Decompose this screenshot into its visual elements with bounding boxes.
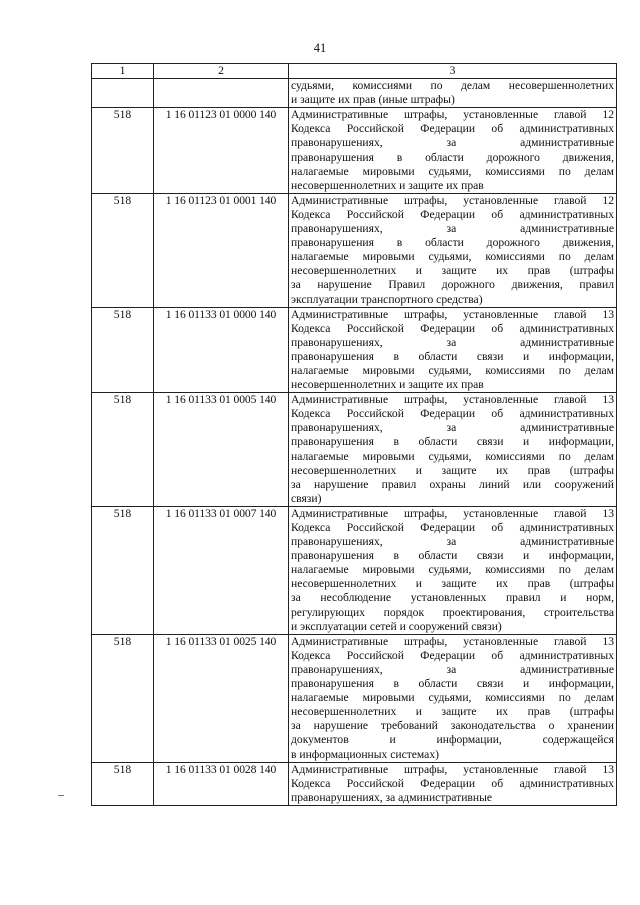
table-row	[92, 762, 617, 805]
description-line: правонарушениях, за административные	[291, 421, 614, 435]
table-row	[92, 506, 617, 634]
description-line: Кодекса Российской Федерации об административных	[291, 321, 614, 335]
admin-code-cell	[92, 79, 154, 108]
description-cell	[289, 193, 617, 307]
admin-code-cell: 518	[92, 193, 154, 307]
description-line: за нарушение правил охраны линий или сооружений	[291, 477, 614, 491]
admin-code-cell: 518	[92, 307, 154, 393]
description-line: Административные штрафы, установленные главой 13	[291, 393, 614, 407]
description-line: документов и информации, содержащейся	[291, 733, 614, 747]
description-cell	[289, 393, 617, 507]
description-line: Кодекса Российской Федерации об административных	[291, 122, 614, 136]
table-body	[92, 79, 617, 806]
table-header-row	[92, 64, 617, 79]
description-line: Административные штрафы, установленные главой 12	[291, 193, 614, 207]
description-cell	[289, 108, 617, 194]
description-line: Кодекса Российской Федерации об административных	[291, 521, 614, 534]
budget-codes-table	[91, 63, 617, 806]
description-line: правонарушения в области связи и информации,	[291, 349, 614, 363]
description-line: правонарушениях, за административные	[291, 535, 614, 549]
description-line: правонарушения в области связи и информации,	[291, 435, 614, 449]
description-cell	[289, 307, 617, 393]
description-line: правонарушениях, за административные	[291, 136, 614, 150]
budget-code-cell: 1 16 01133 01 0028 140	[154, 762, 289, 805]
column-header-1: 1	[92, 64, 154, 79]
page-number: 41	[313, 41, 327, 55]
budget-code-cell: 1 16 01123 01 0001 140	[154, 193, 289, 307]
description-line: налагаемые мировыми судьями, комиссиями по делам	[291, 449, 614, 463]
description-line: и эксплуатации сетей и сооружений связи)	[291, 619, 502, 633]
description-line: Кодекса Российской Федерации об административных	[291, 648, 614, 662]
budget-code-cell: 1 16 01133 01 0005 140	[154, 393, 289, 507]
description-line: за несоблюдение установленных правил и норм,	[291, 591, 614, 605]
admin-code-cell: 518	[92, 762, 154, 805]
description-line: несовершеннолетних и защите их прав	[291, 378, 484, 392]
table-row	[92, 307, 617, 393]
description-line: Кодекса Российской Федерации об административных	[291, 407, 614, 421]
description-line: несовершеннолетних и защите их прав	[291, 178, 484, 192]
description-line: правонарушениях, за административные	[291, 335, 614, 349]
description-line: Кодекса Российской Федерации об административных	[291, 207, 614, 221]
description-line: связи)	[291, 491, 322, 505]
description-line: правонарушения в области связи и информации,	[291, 549, 614, 563]
description-line: правонарушениях, за административные	[291, 662, 614, 676]
table-row	[92, 193, 617, 307]
description-line: несовершеннолетних и защите их прав (штрафы	[291, 577, 614, 591]
column-header-2: 2	[154, 64, 289, 79]
description-line: Административные штрафы, установленные главой 13	[291, 762, 614, 776]
description-line: Административные штрафы, установленные главой 13	[291, 634, 614, 648]
table-row	[92, 108, 617, 194]
description-cell	[289, 79, 617, 108]
description-line: судьями, комиссиями по делам несовершеннолетних	[291, 79, 614, 93]
description-line: эксплуатации транспортного средства)	[291, 292, 483, 306]
table-row	[92, 634, 617, 762]
description-line: за нарушение Правил дорожного движения, правил	[291, 278, 614, 292]
description-line: Административные штрафы, установленные главой 13	[291, 307, 614, 321]
description-line: правонарушения в области дорожного движения,	[291, 236, 614, 250]
admin-code-cell: 518	[92, 506, 154, 634]
description-line: правонарушения в области связи и информации,	[291, 677, 614, 691]
description-line: налагаемые мировыми судьями, комиссиями по делам	[291, 691, 614, 705]
description-line: несовершеннолетних и защите их прав (штрафы	[291, 264, 614, 278]
budget-code-cell: 1 16 01133 01 0007 140	[154, 506, 289, 634]
description-line: налагаемые мировыми судьями, комиссиями по делам	[291, 363, 614, 377]
description-line: за нарушение требований законодательства о хранении	[291, 719, 614, 733]
admin-code-cell: 518	[92, 634, 154, 762]
column-header-3: 3	[289, 64, 617, 79]
budget-code-cell	[154, 79, 289, 108]
admin-code-cell: 518	[92, 108, 154, 194]
admin-code-cell: 518	[92, 393, 154, 507]
description-line: регулирующих порядок проектирования, строительства	[291, 605, 614, 619]
table-row	[92, 393, 617, 507]
budget-code-cell: 1 16 01133 01 0025 140	[154, 634, 289, 762]
budget-code-cell: 1 16 01123 01 0000 140	[154, 108, 289, 194]
description-line: правонарушениях, за административные	[291, 790, 493, 804]
budget-code-cell: 1 16 01133 01 0000 140	[154, 307, 289, 393]
description-line: и защите их прав (иные штрафы)	[291, 93, 455, 107]
description-line: в информационных системах)	[291, 747, 439, 761]
scan-mark	[58, 795, 64, 796]
description-line: налагаемые мировыми судьями, комиссиями по делам	[291, 563, 614, 577]
description-line: правонарушениях, за административные	[291, 222, 614, 236]
description-line: несовершеннолетних и защите их прав (штрафы	[291, 463, 614, 477]
description-cell	[289, 506, 617, 634]
description-line: несовершеннолетних и защите их прав (штрафы	[291, 705, 614, 719]
description-line: правонарушения в области дорожного движения,	[291, 150, 614, 164]
description-cell	[289, 762, 617, 805]
description-line: Административные штрафы, установленные главой 13	[291, 506, 614, 520]
description-line: Административные штрафы, установленные главой 12	[291, 108, 614, 122]
description-line: налагаемые мировыми судьями, комиссиями по делам	[291, 164, 614, 178]
description-line: Кодекса Российской Федерации об административных	[291, 776, 614, 790]
description-line: налагаемые мировыми судьями, комиссиями по делам	[291, 250, 614, 264]
table-row	[92, 79, 617, 108]
description-cell	[289, 634, 617, 762]
